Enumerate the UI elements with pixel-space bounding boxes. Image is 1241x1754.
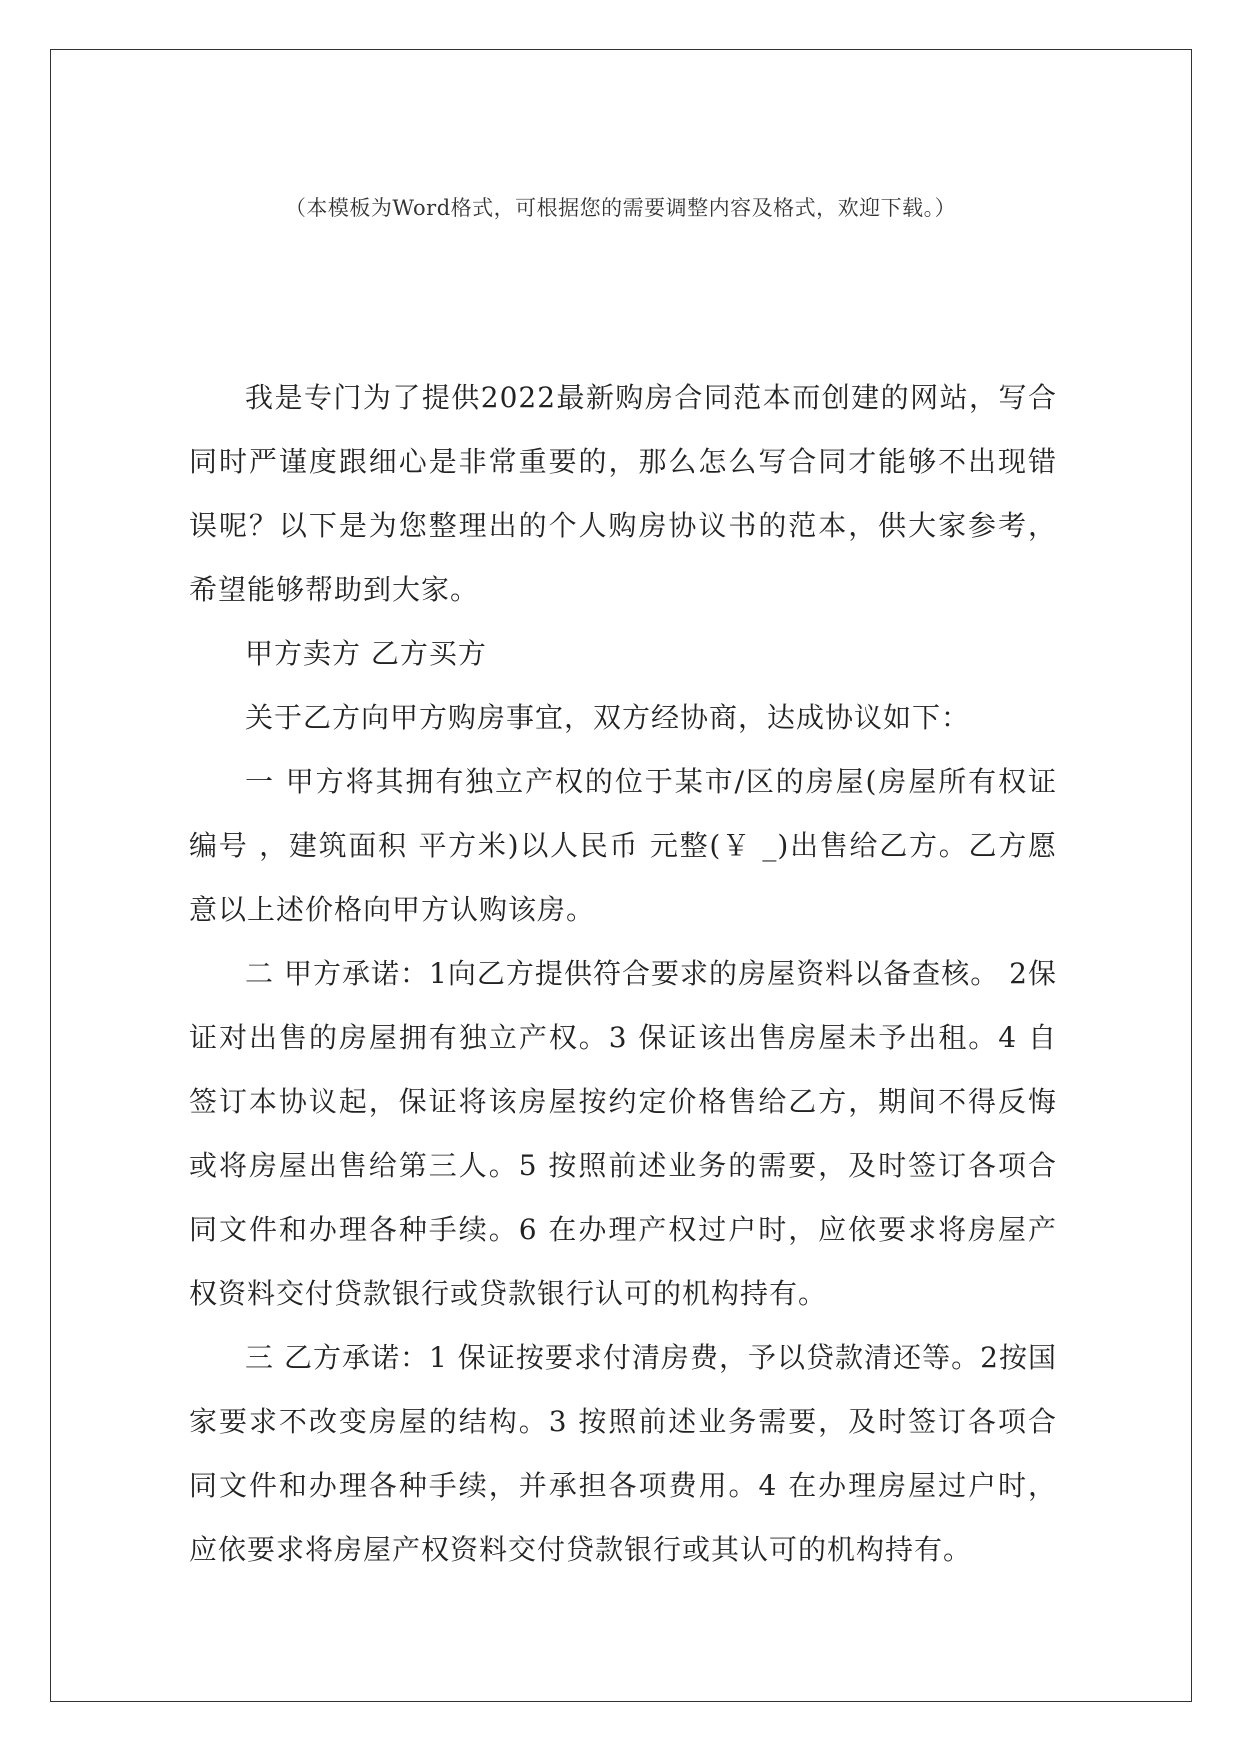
agreement-preamble: 关于乙方向甲方购房事宜，双方经协商，达成协议如下： xyxy=(245,701,971,734)
clause-two: 二 甲方承诺：1向乙方提供符合要求的房屋资料以备查核。 2保证对出售的房屋拥有独立产权。3 保证该出售房屋未予出租。4 自签订本协议起，保证将该房屋按约定价格售给乙方，期间不得反悔或将房屋出售给第三人。5 按照前述业务的需要，及时签订各项合同文件和办理各种手续。6 在办理产权过户时，应依要求将房屋产权资料交付贷款银行或贷款银行认可的机构持有。 xyxy=(189,957,1057,1310)
clause-three: 三 乙方承诺：1 保证按要求付清房费，予以贷款清还等。2按国家要求不改变房屋的结构。3 按照前述业务需要，及时签订各项合同文件和办理各种手续，并承担各项费用。4 在办理房屋过户时，应依要求将房屋产权资料交付贷款银行或其认可的机构持有。 xyxy=(189,1341,1057,1566)
template-note: （本模板为Word格式，可根据您的需要调整内容及格式，欢迎下载。） xyxy=(284,196,957,220)
clause-one: 一 甲方将其拥有独立产权的位于某市/区的房屋(房屋所有权证编号 ，建筑面积 平方米)以人民币 元整(￥ _)出售给乙方。乙方愿意以上述价格向甲方认购该房。 xyxy=(189,765,1057,926)
intro-paragraph: 我是专门为了提供2022最新购房合同范本而创建的网站，写合同时严谨度跟细心是非常重要的，那么怎么写合同才能够不出现错误呢？以下是为您整理出的个人购房协议书的范本，供大家参考，希望能够帮助到大家。 xyxy=(189,381,1057,606)
document-body xyxy=(189,366,1057,1582)
parties-paragraph: 甲方卖方 乙方买方 xyxy=(245,637,487,670)
